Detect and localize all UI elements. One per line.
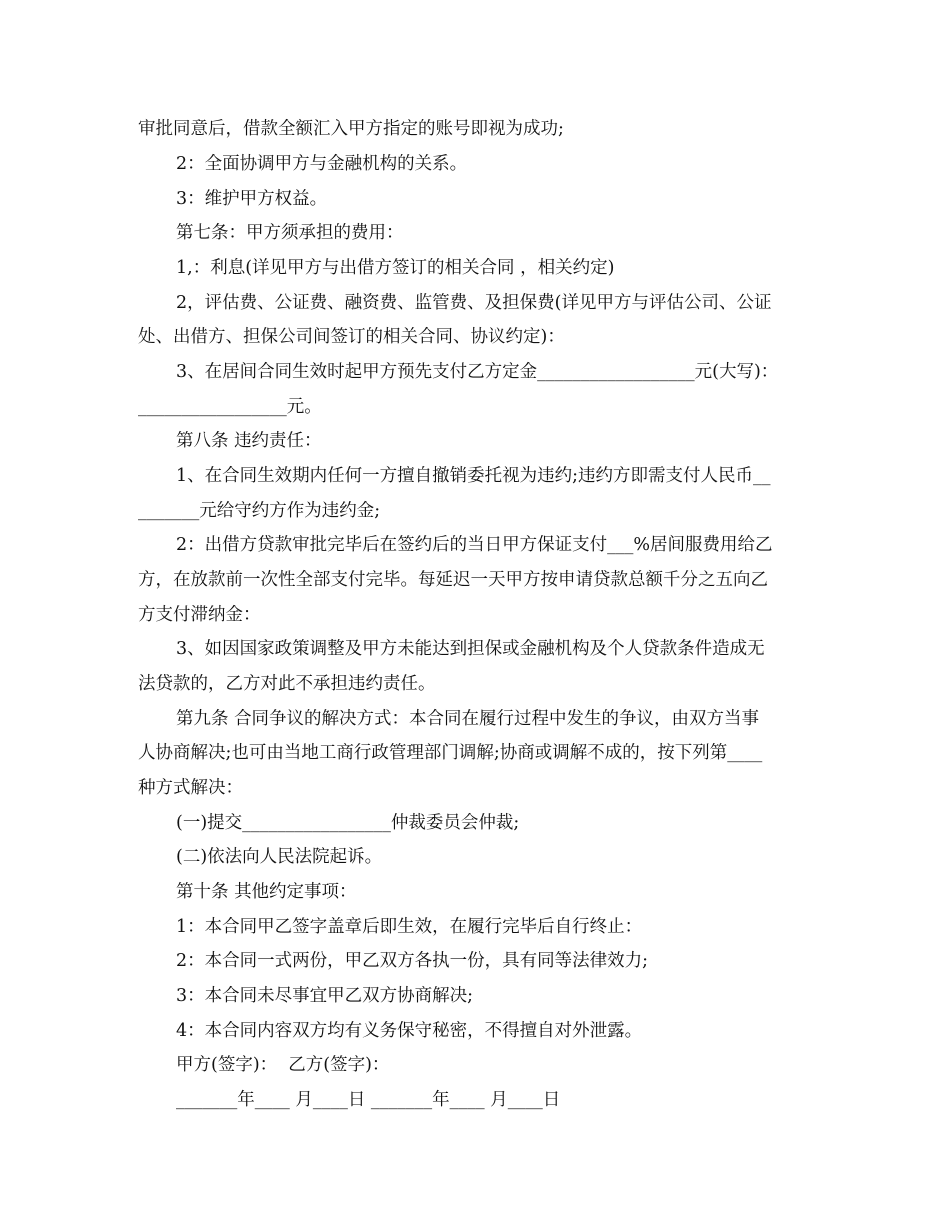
paragraph-line: _________________元。 [138, 397, 322, 417]
paragraph-line: 3：本合同未尽事宜甲乙双方协商解决; [176, 986, 474, 1006]
paragraph-line: (一)提交_________________仲裁委员会仲裁; [176, 813, 520, 833]
section-heading: 第八条 违约责任： [176, 431, 322, 451]
signature-labels: 甲方(签字)： 乙方(签字)： [176, 1055, 390, 1075]
section-heading: 第七条：甲方须承担的费用： [176, 223, 404, 243]
paragraph-line: 3、在居间合同生效时起甲方预先支付乙方定金__________________元(大写)： [176, 362, 779, 382]
paragraph-line: 1、在合同生效期内任何一方擅自撤销委托视为违约;违约方即需支付人民币__ [176, 466, 771, 486]
paragraph-line: 法贷款的，乙方对此不承担违约责任。 [138, 674, 436, 694]
paragraph-line: 3：维护甲方权益。 [176, 189, 328, 209]
paragraph-line: 1,：利息(详见甲方与出借方签订的相关合同 ，相关约定) [176, 258, 615, 278]
paragraph-line: 处、出借方、担保公司间签订的相关合同、协议约定)： [138, 327, 565, 347]
paragraph-line: 方，在放款前一次性全部支付完毕。每延迟一天甲方按申请贷款总额千分之五向乙 [138, 570, 768, 590]
section-heading: 第十条 其他约定事项： [176, 882, 357, 902]
paragraph-line: (二)依法向人民法院起诉。 [176, 847, 383, 867]
paragraph-line: 2，评估费、公证费、融资费、监管费、及担保费(详见甲方与评估公司、公证 [176, 293, 772, 313]
paragraph-line: 人协商解决;也可由当地工商行政管理部门调解;协商或调解不成的，按下列第____ [138, 743, 763, 763]
paragraph-line: 1：本合同甲乙签字盖章后即生效，在履行完毕后自行终止： [176, 917, 643, 937]
signature-date-line: _______年____ 月____日 _______年____ 月____日 [176, 1090, 561, 1110]
paragraph-line: 4：本合同内容双方均有义务保守秘密，不得擅自对外泄露。 [176, 1021, 643, 1041]
paragraph-line: 2：出借方贷款审批完毕后在签约后的当日甲方保证支付___%居间服费用给乙 [176, 535, 773, 555]
paragraph-line: 2：全面协调甲方与金融机构的关系。 [176, 154, 468, 174]
paragraph-line: _______元给守约方作为违约金; [138, 501, 381, 521]
section-heading: 第九条 合同争议的解决方式：本合同在履行过程中发生的争议，由双方当事 [176, 709, 760, 729]
paragraph-line: 审批同意后，借款全额汇入甲方指定的账号即视为成功; [138, 119, 564, 139]
paragraph-line: 2：本合同一式两份，甲乙双方各执一份，具有同等法律效力; [176, 951, 649, 971]
paragraph-line: 种方式解决： [138, 778, 243, 798]
paragraph-line: 方支付滞纳金： [138, 605, 261, 625]
paragraph-line: 3、如因国家政策调整及甲方未能达到担保或金融机构及个人贷款条件造成无 [176, 639, 765, 659]
